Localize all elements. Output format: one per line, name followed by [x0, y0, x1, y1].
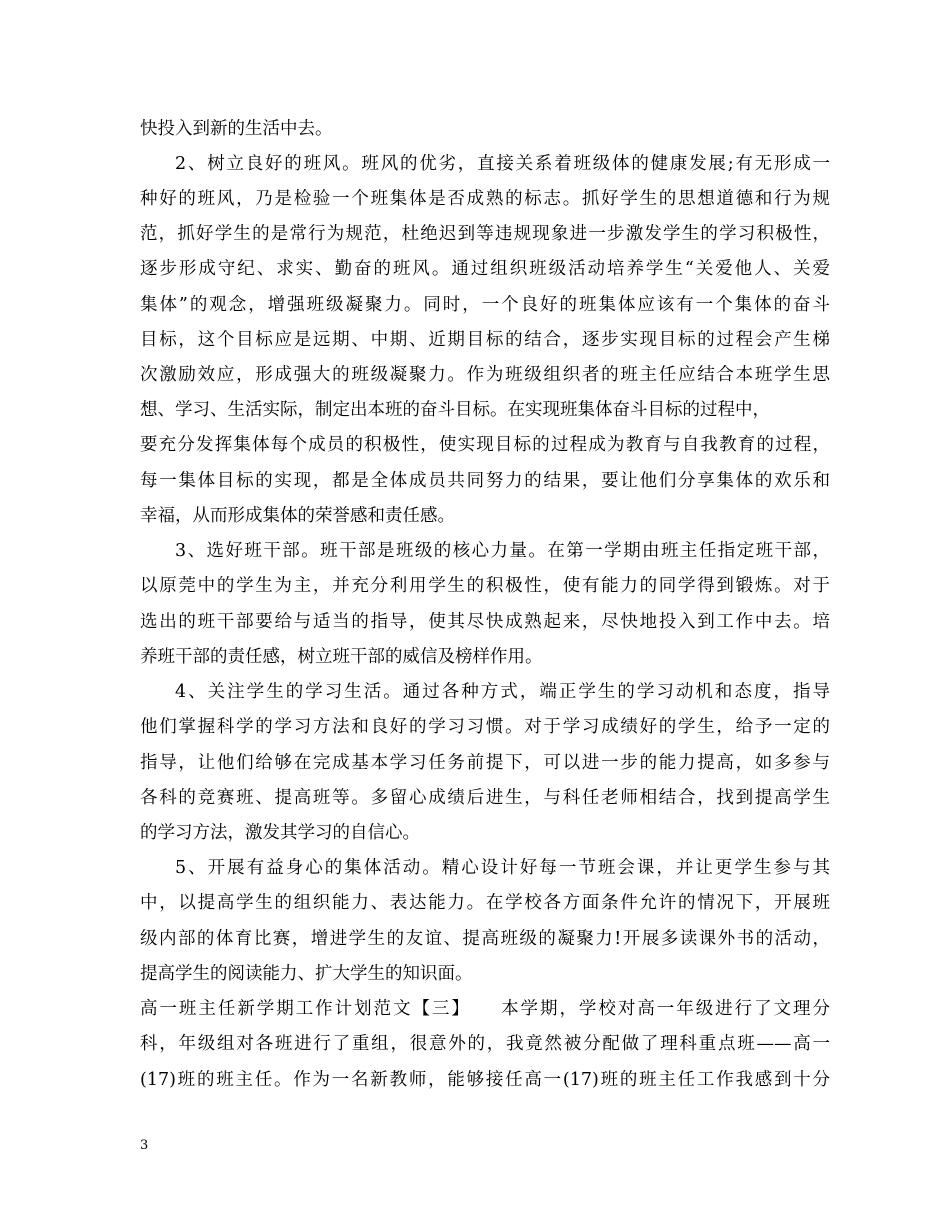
text-line: 级内部的体育比赛，增进学生的友谊、提高班级的凝聚力!开展多读课外书的活动，: [140, 929, 830, 949]
text-line: 想、学习、生活实际，制定出本班的奋斗目标。在实现班集体奋斗目标的过程中，: [140, 400, 770, 420]
text-line: 逐步形成守纪、求实、勤奋的班风。通过组织班级活动培养学生“关爱他人、关爱: [140, 259, 830, 279]
paragraph-2-start: 2、树立良好的班风。班风的优劣，直接关系着班级体的健康发展;有无形成一: [175, 154, 830, 174]
text-line: 要充分发挥集体每个成员的积极性，使实现目标的过程成为教育与自我教育的过程，: [140, 435, 830, 455]
text-line: 选出的班干部要给与适当的指导，使其尽快成熟起来，尽快地投入到工作中去。培: [140, 612, 830, 632]
text-line: 中，以提高学生的组织能力、表达能力。在学校各方面条件允许的情况下，开展班: [140, 893, 830, 913]
text-line: 快投入到新的生活中去。: [140, 119, 333, 139]
text-line: 养班干部的责任感，树立班干部的威信及榜样作用。: [140, 647, 543, 667]
page-number: 3: [140, 1138, 149, 1153]
text-line: 科，年级组对各班进行了重组，很意外的，我竟然被分配做了理科重点班——高一: [140, 1034, 830, 1054]
paragraph-4-start: 4、关注学生的学习生活。通过各种方式，端正学生的学习动机和态度，指导: [175, 682, 830, 702]
text-line: 指导，让他们给够在完成基本学习任务前提下，可以进一步的能力提高，如多参与: [140, 753, 830, 773]
paragraph-3-start: 3、选好班干部。班干部是班级的核心力量。在第一学期由班主任指定班干部，: [175, 541, 830, 561]
text-line: 以原莞中的学生为主，并充分利用学生的积极性，使有能力的同学得到锻炼。对于: [140, 576, 830, 596]
text-line: 他们掌握科学的学习方法和良好的学习习惯。对于学习成绩好的学生，给予一定的: [140, 717, 830, 737]
text-line: 种好的班风，乃是检验一个班集体是否成熟的标志。抓好学生的思想道德和行为规: [140, 189, 830, 209]
text-line: 范，抓好学生的是常行为规范，杜绝迟到等违规现象进一步激发学生的学习积极性，: [140, 224, 830, 244]
paragraph-5-start: 5、开展有益身心的集体活动。精心设计好每一节班会课，并让更学生参与其: [175, 858, 830, 878]
text-line: 集体”的观念，增强班级凝聚力。同时，一个良好的班集体应该有一个集体的奋斗: [140, 295, 830, 315]
text-line: (17)班的班主任。作为一名新教师，能够接任高一(17)班的班主任工作我感到十分: [140, 1070, 830, 1090]
text-line: 各科的竞赛班、提高班等。多留心成绩后进生，与科任老师相结合，找到提高学生: [140, 788, 830, 808]
text-line: 提高学生的阅读能力、扩大学生的知识面。: [140, 964, 473, 984]
text-line: 每一集体目标的实现，都是全体成员共同努力的结果，要让他们分享集体的欢乐和: [140, 471, 830, 491]
text-line: 次激励效应，形成强大的班级凝聚力。作为班级组织者的班主任应结合本班学生思: [140, 365, 830, 385]
text-line: 的学习方法，激发其学习的自信心。: [140, 823, 420, 843]
section-heading-line: 高一班主任新学期工作计划范文【三】 本学期，学校对高一年级进行了文理分: [140, 999, 830, 1019]
text-line: 目标，这个目标应是远期、中期、近期目标的结合，逐步实现目标的过程会产生梯: [140, 330, 830, 350]
text-line: 幸福，从而形成集体的荣誉感和责任感。: [140, 506, 455, 526]
